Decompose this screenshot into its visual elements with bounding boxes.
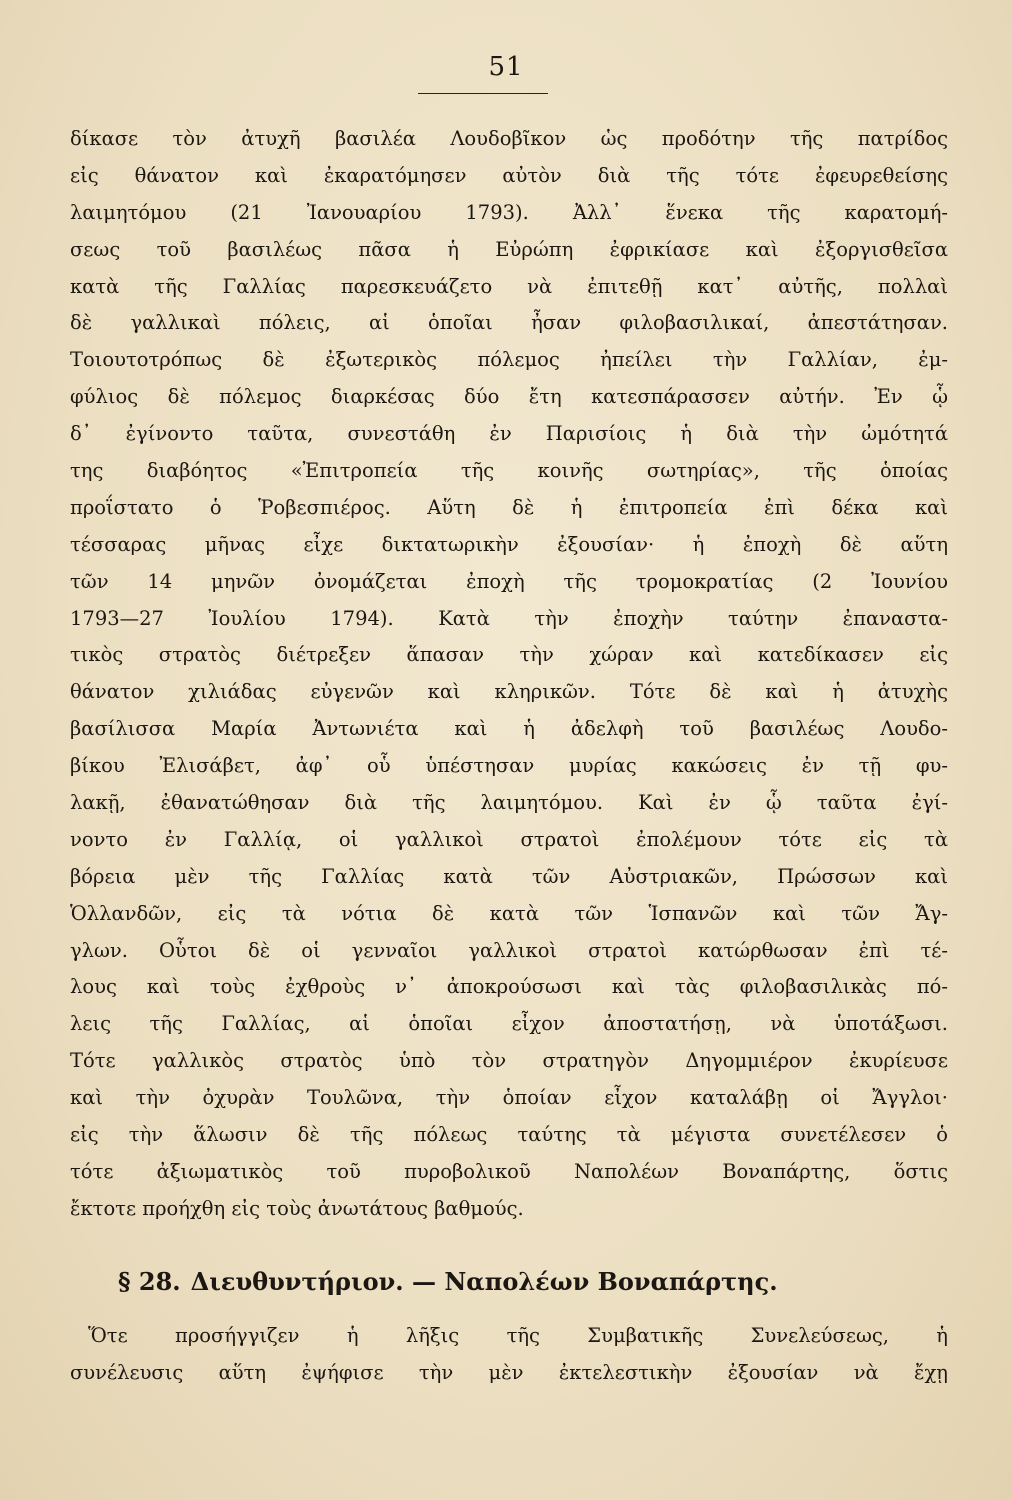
- text-line: φύλιος δὲ πόλεμος διαρκέσας δύο ἔτη κατεσπάρασσεν αὐτήν. Ἐν ᾧ: [70, 385, 948, 409]
- text-line: τότε ἀξιωματικὸς τοῦ πυροβολικοῦ Ναπολέων Βοναπάρτης, ὅστις: [70, 1159, 948, 1183]
- page-number: 51: [488, 52, 524, 82]
- text-line: ἔκτοτε προήχθη εἰς τοὺς ἀνωτάτους βαθμούς.: [70, 1196, 524, 1220]
- text-line: βόρεια μὲν τῆς Γαλλίας κατὰ τῶν Αὐστριακῶν, Πρώσσων καὶ: [70, 864, 948, 888]
- text-line: λαιμητόμου (21 Ἰανουαρίου 1793). Ἀλλ᾽ ἕνεκα τῆς καρατομή-: [70, 200, 948, 224]
- text-line: σεως τοῦ βασιλέως πᾶσα ἡ Εὐρώπη ἐφρικίασε καὶ ἐξοργισθεῖσα: [70, 237, 948, 261]
- text-line: Τοιουτοτρόπως δὲ ἐξωτερικὸς πόλεμος ἠπείλει τὴν Γαλλίαν, ἐμ-: [70, 348, 948, 372]
- section-heading: [118, 1262, 944, 1302]
- text-line: Ὅτε προσήγγιζεν ἡ λῆξις τῆς Συμβατικῆς Συνελεύσεως, ἡ: [88, 1324, 948, 1347]
- text-line: συνέλευσις αὕτη ἐψήφισε τὴν μὲν ἐκτελεστικὴν ἐξουσίαν νὰ ἔχῃ: [70, 1360, 948, 1384]
- text-line: νοντο ἐν Γαλλίᾳ, οἱ γαλλικοὶ στρατοὶ ἐπολέμουν τότε εἰς τὰ: [70, 827, 948, 851]
- text-line: εἰς τὴν ἅλωσιν δὲ τῆς πόλεως ταύτης τὰ μέγιστα συνετέλεσεν ὁ: [70, 1123, 948, 1147]
- text-line: της διαβόητος «Ἐπιτροπεία τῆς κοινῆς σωτηρίας», τῆς ὁποίας: [70, 459, 948, 483]
- text-line: δίκασε τὸν ἀτυχῆ βασιλέα Λουδοβῖκον ὡς προδότην τῆς πατρίδος: [70, 127, 948, 150]
- text-line: λους καὶ τοὺς ἐχθροὺς ν᾽ ἀποκρούσωσι καὶ τὰς φιλοβασιλικὰς πό-: [70, 975, 948, 999]
- text-line: Ὁλλανδῶν, εἰς τὰ νότια δὲ κατὰ τῶν Ἱσπανῶν καὶ τῶν Ἄγ-: [70, 901, 948, 925]
- text-line: βίκου Ἐλισάβετ, ἀφ᾽ οὗ ὑπέστησαν μυρίας κακώσεις ἐν τῇ φυ-: [70, 754, 948, 778]
- section-text: [70, 1318, 948, 1392]
- text-line: λακῇ, ἐθανατώθησαν διὰ τῆς λαιμητόμου. Καὶ ἐν ᾧ ταῦτα ἐγί-: [70, 791, 948, 815]
- text-line: καὶ τὴν ὀχυρὰν Τουλῶνα, τὴν ὁποίαν εἶχον καταλάβῃ οἱ Ἄγγλοι·: [70, 1086, 948, 1110]
- text-line: κατὰ τῆς Γαλλίας παρεσκευάζετο νὰ ἐπιτεθῇ κατ᾽ αὐτῆς, πολλαὶ: [70, 274, 948, 298]
- text-line: βασίλισσα Μαρία Ἀντωνιέτα καὶ ἡ ἀδελφὴ τοῦ βασιλέως Λουδο-: [70, 717, 948, 741]
- text-line: τῶν 14 μηνῶν ὀνομάζεται ἐποχὴ τῆς τρομοκρατίας (2 Ἰουνίου: [70, 569, 948, 593]
- text-line: τέσσαρας μῆνας εἶχε δικτατωρικὴν ἐξουσίαν· ἡ ἐποχὴ δὲ αὕτη: [70, 532, 948, 556]
- section-title: Διευθυντήριον. — Ναπολέων Βοναπάρτης.: [190, 1267, 778, 1296]
- text-line: δ᾽ ἐγίνοντο ταῦτα, συνεστάθη ἐν Παρισίοις ἡ διὰ τὴν ὠμότητά: [70, 422, 948, 446]
- text-line: τικὸς στρατὸς διέτρεξεν ἅπασαν τὴν χώραν καὶ κατεδίκασεν εἰς: [70, 643, 948, 667]
- text-line: εἰς θάνατον καὶ ἐκαρατόμησεν αὐτὸν διὰ τῆς τότε ἐφευρεθείσης: [70, 163, 948, 187]
- text-line: 1793—27 Ἰουλίου 1794). Κατὰ τὴν ἐποχὴν ταύτην ἐπαναστα-: [70, 606, 948, 630]
- header-rule: [418, 93, 548, 94]
- body-text: [70, 121, 948, 1228]
- text-line: λεις τῆς Γαλλίας, αἱ ὁποῖαι εἶχον ἀποστατήσῃ, νὰ ὑποτάξωσι.: [70, 1012, 948, 1036]
- section-number: § 28.: [118, 1267, 181, 1296]
- text-line: γλων. Οὗτοι δὲ οἱ γενναῖοι γαλλικοὶ στρατοὶ κατώρθωσαν ἐπὶ τέ-: [70, 938, 948, 962]
- text-line: δὲ γαλλικαὶ πόλεις, αἱ ὁποῖαι ἦσαν φιλοβασιλικαί, ἀπεστάτησαν.: [70, 311, 948, 335]
- text-line: θάνατον χιλιάδας εὐγενῶν καὶ κληρικῶν. Τότε δὲ καὶ ἡ ἀτυχὴς: [70, 680, 948, 704]
- text-line: Τότε γαλλικὸς στρατὸς ὑπὸ τὸν στρατηγὸν Δηγομμιέρον ἐκυρίευσε: [70, 1049, 948, 1073]
- text-line: προΐστατο ὁ Ῥοβεσπιέρος. Αὕτη δὲ ἡ ἐπιτροπεία ἐπὶ δέκα καὶ: [70, 495, 948, 519]
